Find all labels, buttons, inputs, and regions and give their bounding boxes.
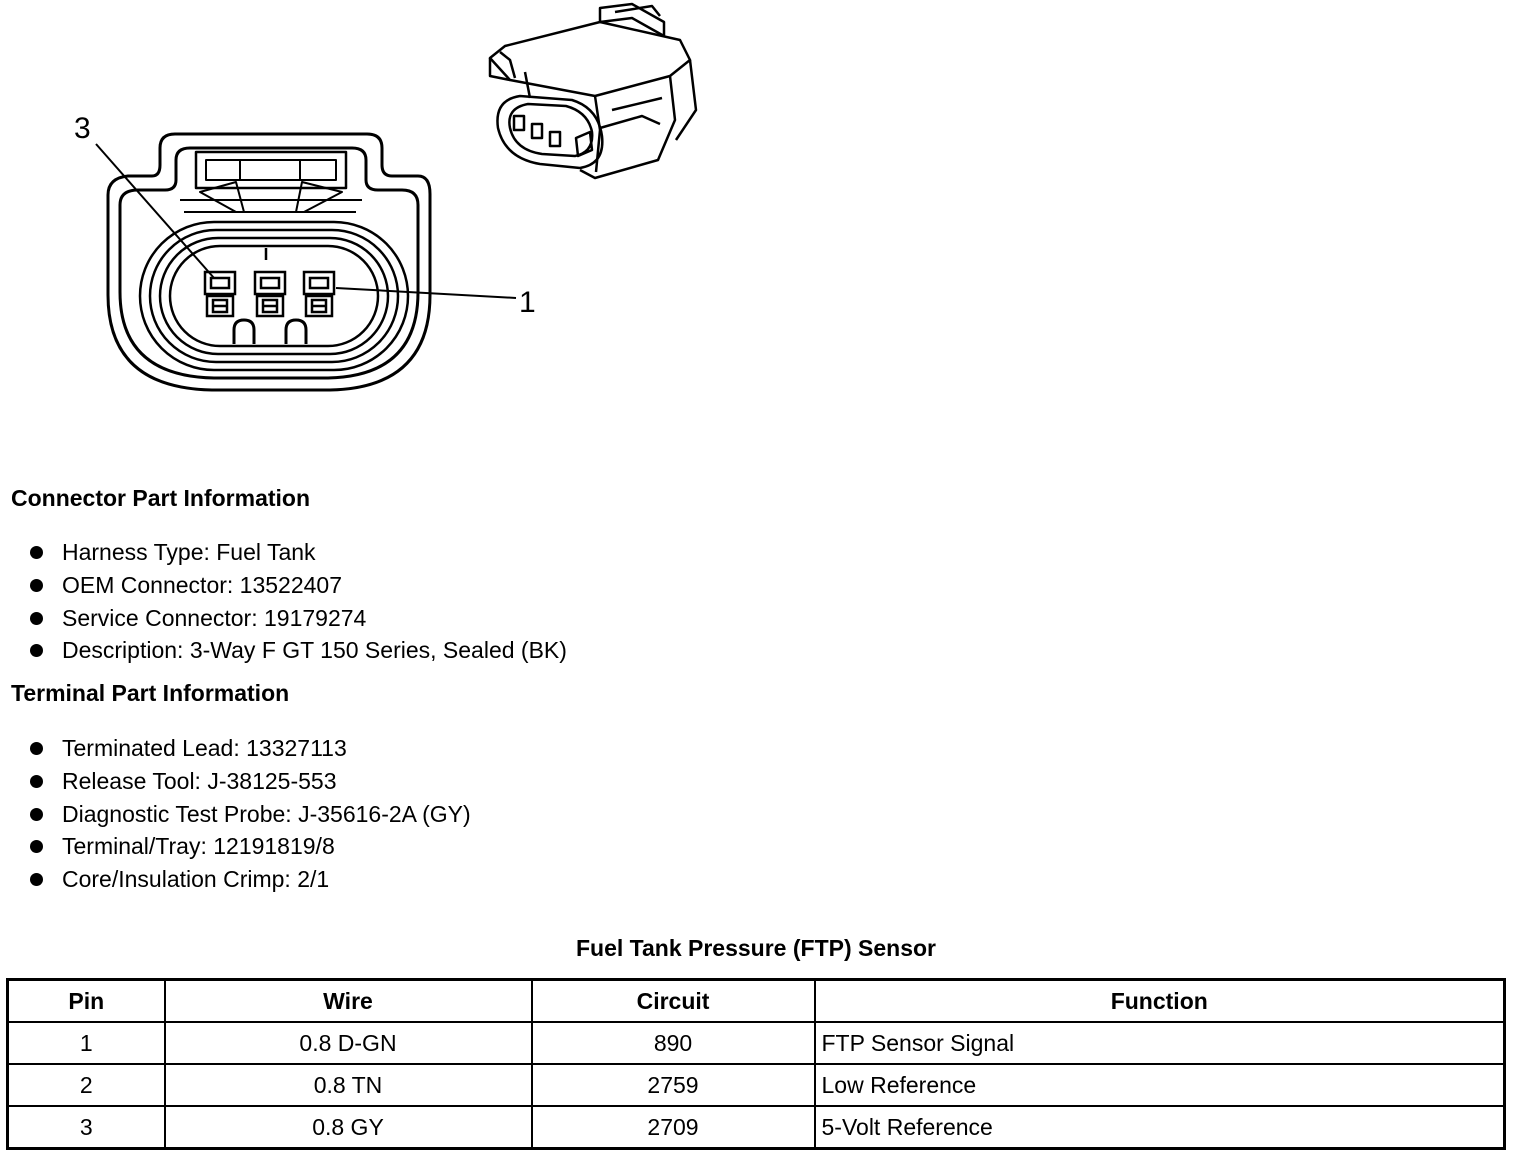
header-function: Function (815, 980, 1505, 1023)
header-wire: Wire (165, 980, 532, 1023)
table-header-row (8, 980, 1505, 1023)
oem-connector: OEM Connector: 13522407 (62, 571, 343, 598)
list-item (28, 602, 567, 635)
cell-pin: 3 (8, 1106, 165, 1149)
cell-function: Low Reference (815, 1064, 1505, 1106)
cell-wire: 0.8 D-GN (165, 1022, 532, 1064)
terminated-lead: Terminated Lead: 13327113 (62, 735, 347, 761)
pin-3-callout: 3 (74, 112, 91, 145)
list-item (28, 634, 567, 667)
terminal-part-info-list (28, 732, 471, 896)
cell-wire: 0.8 GY (165, 1106, 532, 1149)
cell-circuit: 890 (532, 1022, 815, 1064)
cell-function: 5-Volt Reference (815, 1106, 1505, 1149)
connector-face-drawing (0, 0, 760, 420)
bullet-icon (30, 840, 43, 853)
connector-diagram (0, 0, 760, 420)
terminal-part-info-heading: Terminal Part Information (11, 680, 290, 706)
connector-part-info-heading: Connector Part Information (11, 485, 311, 511)
cell-function: FTP Sensor Signal (815, 1022, 1505, 1064)
bullet-icon (30, 579, 43, 592)
pin-table (6, 978, 1506, 1150)
bullet-icon (30, 873, 43, 886)
list-item (28, 732, 471, 765)
list-item (28, 863, 471, 896)
header-pin: Pin (8, 980, 165, 1023)
service-connector: Service Connector: 19179274 (62, 604, 367, 631)
connector-description: Description: 3-Way F GT 150 Series, Sealed (BK) (62, 637, 567, 664)
bullet-icon (30, 644, 43, 657)
release-tool: Release Tool: J-38125-553 (62, 767, 337, 794)
bullet-icon (30, 808, 43, 821)
header-circuit: Circuit (532, 980, 815, 1023)
cell-pin: 2 (8, 1064, 165, 1106)
cell-circuit: 2709 (532, 1106, 815, 1149)
list-item (28, 798, 471, 831)
pin-1-callout: 1 (519, 286, 536, 319)
diagnostic-test-probe: Diagnostic Test Probe: J-35616-2A (GY) (62, 800, 471, 827)
bullet-icon (30, 612, 43, 625)
cell-circuit: 2759 (532, 1064, 815, 1106)
bullet-icon (30, 775, 43, 788)
list-item (28, 536, 567, 569)
list-item (28, 569, 567, 602)
harness-type: Harness Type: Fuel Tank (62, 539, 316, 565)
list-item (28, 765, 471, 798)
bullet-icon (30, 546, 43, 559)
bullet-icon (30, 742, 43, 755)
terminal-tray: Terminal/Tray: 12191819/8 (62, 833, 335, 860)
table-row (8, 1022, 1505, 1064)
pin-table-title: Fuel Tank Pressure (FTP) Sensor (575, 935, 936, 961)
cell-wire: 0.8 TN (165, 1064, 532, 1106)
cell-pin: 1 (8, 1022, 165, 1064)
table-row (8, 1106, 1505, 1149)
table-row (8, 1064, 1505, 1106)
list-item (28, 830, 471, 863)
connector-part-info-list (28, 536, 567, 667)
core-insulation-crimp: Core/Insulation Crimp: 2/1 (62, 866, 330, 893)
